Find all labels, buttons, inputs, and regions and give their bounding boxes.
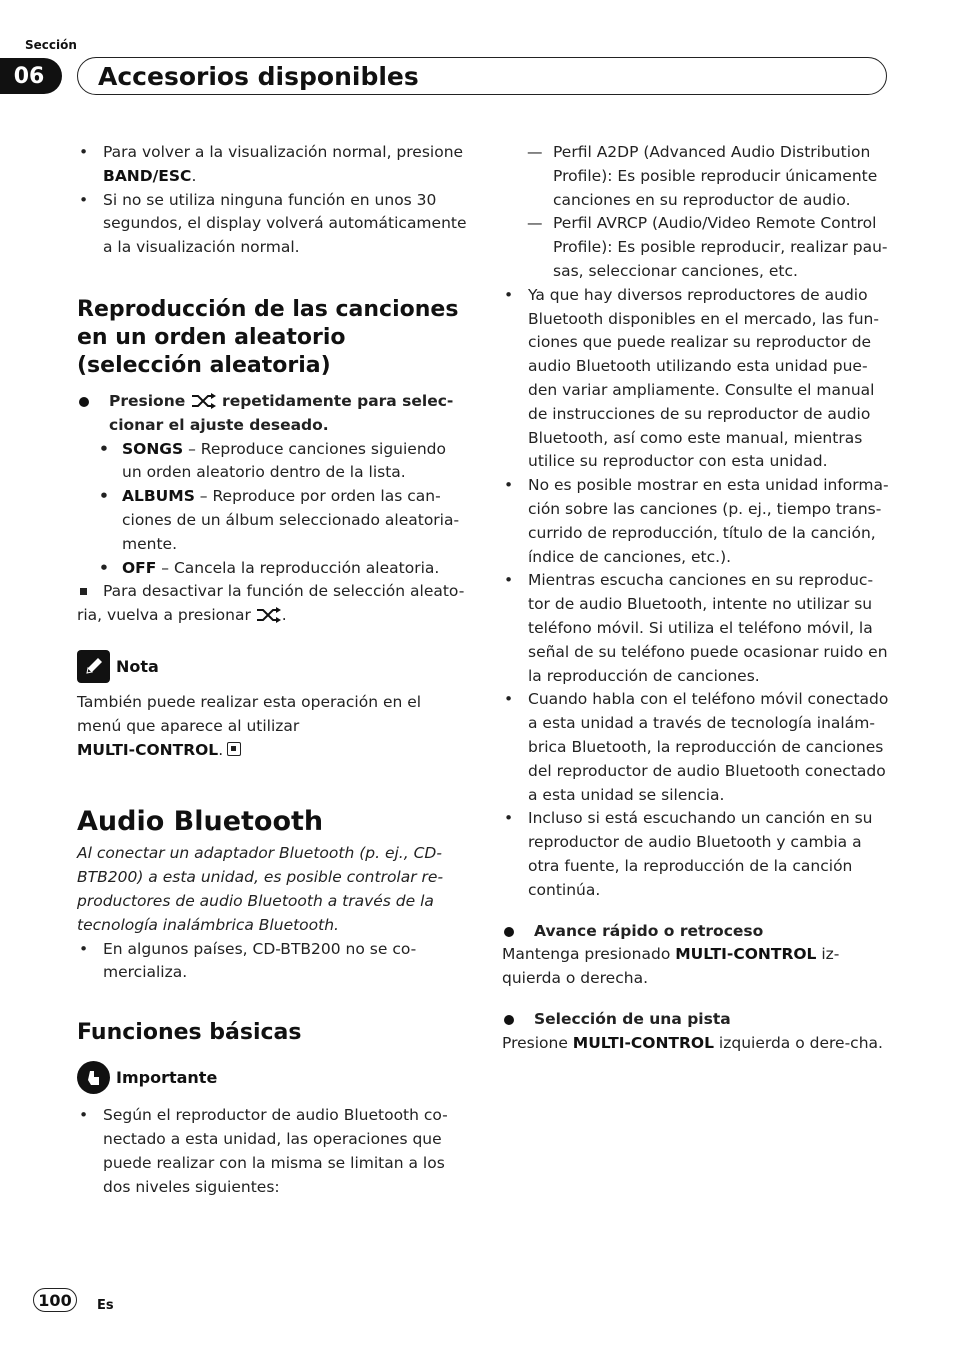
language-code: Es (97, 1298, 114, 1313)
funciones-heading: Funciones básicas (77, 1020, 302, 1046)
track-text: Presione MULTI-CONTROL izquierda o dere-cha. (502, 1033, 883, 1052)
chapter-title-text: Accesorios disponibles (98, 61, 419, 91)
ff-heading: Avance rápido o retroceso (502, 920, 894, 944)
section-label: Sección (25, 38, 77, 52)
list-item: • Según el reproductor de audio Bluetooth co-nectado a esta unidad, las operaciones que puede realizar con la misma se limitan a los dos niveles siguientes: (77, 1104, 467, 1199)
list-item: • Mientras escucha canciones en su reproduc-tor de audio Bluetooth, intente no utilizar su teléfono móvil. Si utiliza el teléfono móvil, la señal de su teléfono puede ocasionar ruido en la reproducción de canciones. (502, 569, 894, 688)
list-item: • Si no se utiliza ninguna función en unos 30 segundos, el display volverá automáticamente a la visualización normal. (77, 189, 467, 260)
ff-text: Mantenga presionado MULTI-CONTROL iz-quierda o derecha. (502, 945, 840, 988)
hand-icon (77, 1061, 110, 1094)
nota-bold-line: MULTI-CONTROL. (77, 739, 467, 763)
bullet-dot-icon (504, 927, 514, 937)
list-item: • Para volver a la visualización normal, presione BAND/ESC. (77, 141, 467, 189)
option-item: • ALBUMS – Reproduce por orden las can-ciones de un álbum seleccionado aleatoria-mente. (77, 485, 467, 556)
list-item: • Incluso si está escuchando un canción en su reproductor de audio Bluetooth y cambia a otra fuente, la reproducción de la canción continúa. (502, 807, 894, 902)
random-heading: Reproducción de las canciones en un orden aleatorio (selección aleatoria) (77, 296, 459, 378)
bullet-dot-icon (79, 397, 89, 407)
profile-item: — Perfil AVRCP (Audio/Video Remote Control Profile): Es posible reproducir, realizar pau-sas, seleccionar canciones, etc. (527, 214, 888, 280)
page-number: 100 (33, 1288, 77, 1312)
pencil-icon (77, 650, 110, 683)
chapter-title (77, 57, 887, 95)
nota-header: Nota (77, 650, 467, 683)
option-item: • SONGS – Reproduce canciones siguiendo un orden aleatorio dentro de la lista. (77, 438, 467, 486)
list-item: • Ya que hay diversos reproductores de audio Bluetooth disponibles en el mercado, las fun-ciones que puede realizar su reproductor de audio Bluetooth utilizando esta unidad pue-den variar ampliamente. Consulte el manual de instrucciones de su reproductor de audio Bluetooth, así como este manual, mientras utilice su reproductor con esta unidad. (502, 284, 894, 474)
shuffle-icon (256, 607, 282, 623)
list-item: • No es posible mostrar en esta unidad informa-ción sobre las canciones (p. ej., tiempo trans-currido de reproducción, título de la canción, índice de canciones, etc.). (502, 474, 894, 569)
option-item: • OFF – Cancela la reproducción aleatoria. (77, 557, 467, 581)
audio-intro: Al conectar un adaptador Bluetooth (p. ej., CD-BTB200) a esta unidad, es posible controlar re-productores de audio Bluetooth a través de la tecnología inalámbrica Bluetooth. (77, 844, 444, 934)
shuffle-icon (191, 393, 217, 409)
list-item: • Cuando habla con el teléfono móvil conectado a esta unidad a través de tecnología inalám-brica Bluetooth, la reproducción de canciones del reproductor de audio Bluetooth conectado a esta unidad se silencia. (502, 688, 894, 807)
section-number-badge: 06 (0, 58, 62, 94)
end-mark-icon (227, 742, 241, 756)
track-heading: Selección de una pista (502, 1008, 894, 1032)
step-item: Presione repetidamente para selec-cionar el ajuste deseado. (77, 390, 467, 438)
nota-text: También puede realizar esta operación en el menú que aparece al utilizar (77, 692, 422, 735)
profile-item: — Perfil A2DP (Advanced Audio Distribution Profile): Es posible reproducir únicamente canciones en su reproductor de audio. (527, 143, 878, 209)
cancel-note: Para desactivar la función de selección aleato-ria, vuelva a presionar . (77, 582, 465, 625)
importante-header: Importante (77, 1061, 467, 1094)
square-marker-icon (80, 588, 87, 595)
list-item: • En algunos países, CD-BTB200 no se co-mercializa. (77, 938, 467, 986)
left-column (77, 141, 467, 1199)
right-column (502, 141, 894, 1055)
audio-bluetooth-heading: Audio Bluetooth (77, 806, 324, 838)
bullet-dot-icon (504, 1015, 514, 1025)
